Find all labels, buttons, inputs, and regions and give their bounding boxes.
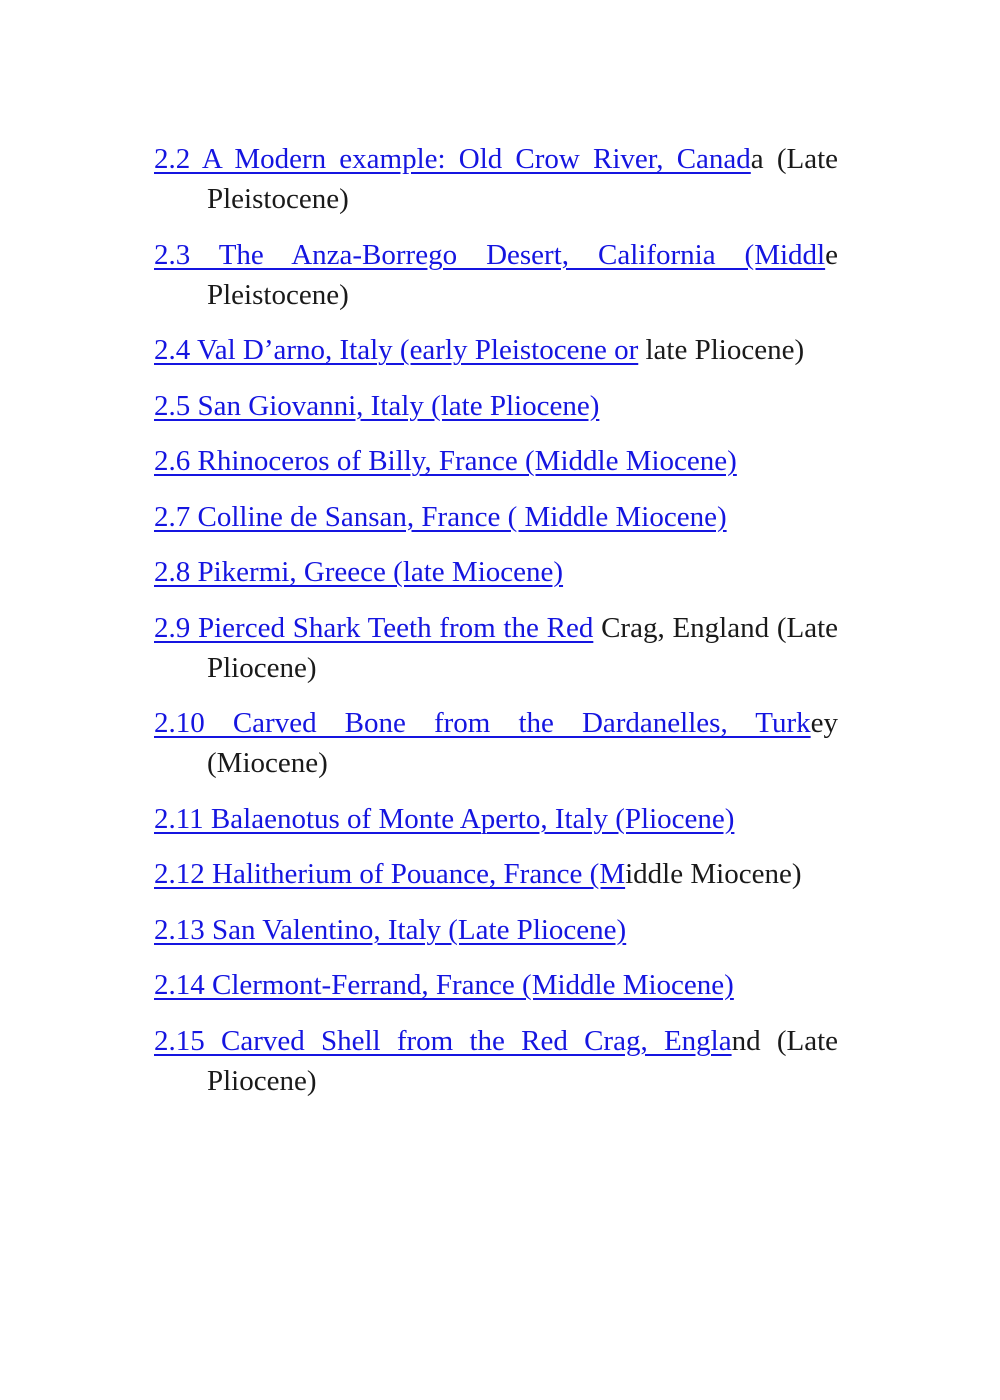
toc-link-2-4[interactable]: 2.4 Val D’arno, Italy (early Pleistocene or late Pliocene) <box>154 334 805 366</box>
toc-link-2-13[interactable]: 2.13 San Valentino, Italy (Late Pliocene) <box>154 913 627 946</box>
toc-list <box>154 139 838 1101</box>
toc-entry-2-12 <box>154 854 838 894</box>
toc-entry-2-11 <box>154 799 838 839</box>
toc-entry-2-7 <box>154 497 838 537</box>
toc-entry-2-4 <box>154 330 838 370</box>
toc-entry-2-5 <box>154 386 838 426</box>
toc-link-2-5[interactable]: 2.5 San Giovanni, Italy (late Pliocene) <box>154 389 600 422</box>
toc-link-2-14[interactable]: 2.14 Clermont-Ferrand, France (Middle Miocene) <box>154 969 734 1001</box>
toc-link-2-8[interactable]: 2.8 Pikermi, Greece (late Miocene) <box>154 556 564 588</box>
toc-entry-2-8 <box>154 552 838 592</box>
toc-link-2-2[interactable]: 2.2 A Modern example: Old Crow River, Canada (Late Pleistocene) <box>154 143 839 215</box>
toc-link-2-9[interactable]: 2.9 Pierced Shark Teeth from the Red Crag, England (Late Pliocene) <box>154 611 838 684</box>
toc-page <box>154 139 838 1116</box>
toc-entry-2-3 <box>154 235 838 315</box>
toc-link-2-11[interactable]: 2.11 Balaenotus of Monte Aperto, Italy (Pliocene) <box>154 802 735 835</box>
toc-entry-2-2 <box>154 139 838 219</box>
toc-link-2-3[interactable]: 2.3 The Anza-Borrego Desert, California (Middle Pleistocene) <box>154 238 838 311</box>
toc-link-2-12[interactable]: 2.12 Halitherium of Pouance, France (Middle Miocene) <box>154 858 802 890</box>
toc-entry-2-15 <box>154 1021 838 1101</box>
toc-link-2-15[interactable]: 2.15 Carved Shell from the Red Crag, England (Late Pliocene) <box>154 1024 839 1097</box>
toc-entry-2-6 <box>154 441 838 481</box>
toc-entry-2-13 <box>154 910 838 950</box>
toc-link-2-6[interactable]: 2.6 Rhinoceros of Billy, France (Middle Miocene) <box>154 445 737 477</box>
toc-link-2-7[interactable]: 2.7 Colline de Sansan, France ( Middle Miocene) <box>154 500 727 533</box>
toc-entry-2-9 <box>154 608 838 688</box>
toc-entry-2-10 <box>154 703 838 783</box>
toc-link-2-10[interactable]: 2.10 Carved Bone from the Dardanelles, Turkey (Miocene) <box>154 707 838 779</box>
toc-entry-2-14 <box>154 965 838 1005</box>
